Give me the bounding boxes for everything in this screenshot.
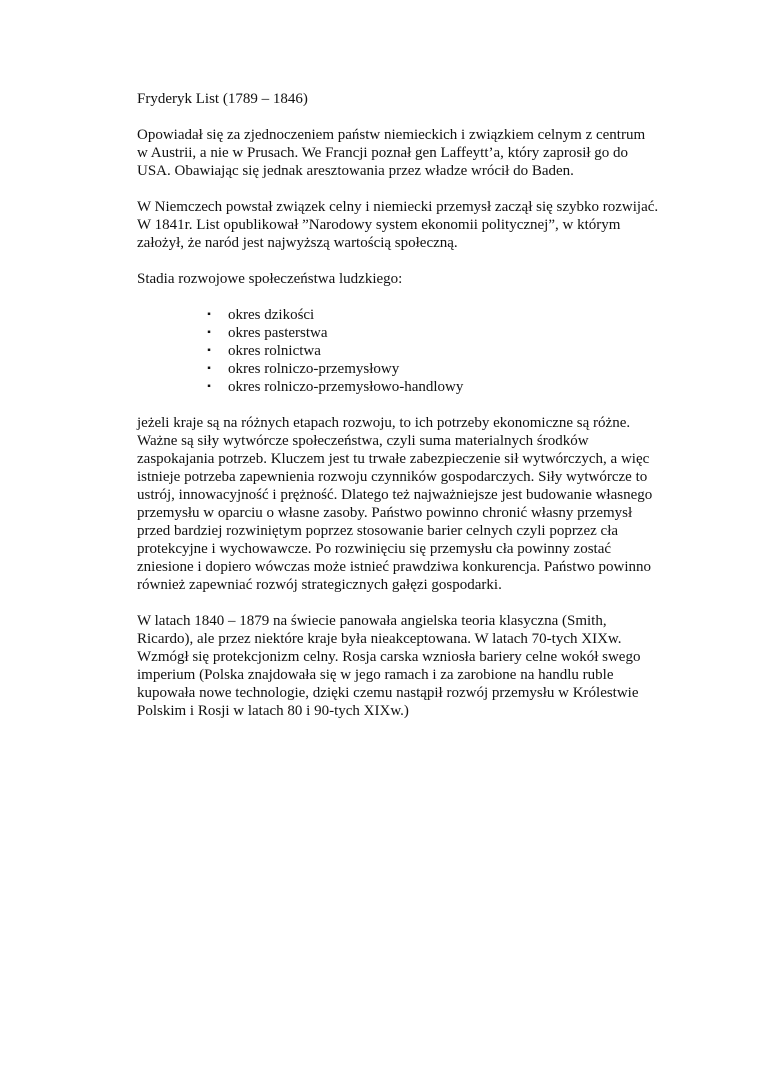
list-item (204, 306, 682, 324)
paragraph-3-line: jeżeli kraje są na różnych etapach rozwoju, to ich potrzeby ekonomiczne są różne. (137, 415, 631, 431)
square-bullet-icon: ▪ (207, 345, 211, 356)
paragraph-2-line: W Niemczech powstał związek celny i niemiecki przemysł zaczął się szybko rozwijać. (137, 199, 659, 215)
paragraph-1-line: w Austrii, a nie w Prusach. We Francji poznał gen Laffeytt’a, który zaprosił go do (137, 145, 629, 161)
paragraph-3-line: Ważne są siły wytwórcze społeczeństwa, czyli suma materialnych środków (137, 433, 589, 449)
square-bullet-icon: ▪ (207, 327, 211, 338)
stages-heading: Stadia rozwojowe społeczeństwa ludzkiego: (137, 271, 403, 287)
list-item (204, 360, 682, 378)
paragraph-3-line: istnieje potrzeba zapewnienia rozwoju czynników gospodarczych. Siły wytwórcze to (137, 469, 648, 485)
paragraph-2-line: założył, że naród jest najwyższą wartością społeczną. (137, 235, 458, 251)
list-item (204, 342, 682, 360)
list-item (204, 324, 682, 342)
paragraph-3-line: protekcyjne i wychowawcze. Po rozwinięciu się przemysłu cła powinny zostać (137, 541, 612, 557)
paragraph-2 (137, 198, 682, 252)
square-bullet-icon: ▪ (207, 309, 211, 320)
paragraph-4-line: Ricardo), ale przez niektóre kraje była nieakceptowana. W latach 70-tych XIXw. (137, 631, 622, 647)
paragraph-1 (137, 126, 682, 180)
document-title: Fryderyk List (1789 – 1846) (137, 91, 308, 107)
paragraph-4 (137, 612, 682, 720)
paragraph-3 (137, 414, 682, 594)
paragraph-2-line: W 1841r. List opublikował ”Narodowy system ekonomii politycznej”, w którym (137, 217, 621, 233)
list-item (204, 378, 682, 396)
square-bullet-icon: ▪ (207, 363, 211, 374)
paragraph-4-line: imperium (Polska znajdowała się w jego ramach i za zarobione na handlu ruble (137, 667, 614, 683)
list-item-label: okres rolniczo-przemysłowy (228, 361, 400, 377)
paragraph-3-line: ustrój, innowacyjność i prężność. Dlatego też najważniejsze jest budowanie własnego (137, 487, 653, 503)
paragraph-4-line: kupowała nowe technologie, dzięki czemu nastąpił rozwój przemysłu w Królestwie (137, 685, 639, 701)
paragraph-1-line: Opowiadał się za zjednoczeniem państw niemieckich i związkiem celnym z centrum (137, 127, 646, 143)
document-body (137, 90, 682, 738)
list-item-label: okres rolniczo-przemysłowo-handlowy (228, 379, 464, 395)
paragraph-1-line: USA. Obawiając się jednak aresztowania przez władze wrócił do Baden. (137, 163, 574, 179)
paragraph-4-line: W latach 1840 – 1879 na świecie panowała angielska teoria klasyczna (Smith, (137, 613, 607, 629)
paragraph-3-line: również zapewniać rozwój strategicznych gałęzi gospodarki. (137, 577, 502, 593)
list-item-label: okres pasterstwa (228, 325, 328, 341)
list-item-label: okres rolnictwa (228, 343, 321, 359)
square-bullet-icon: ▪ (207, 381, 211, 392)
paragraph-4-line: Polskim i Rosji w latach 80 i 90-tych XIXw.) (137, 703, 409, 719)
paragraph-3-line: zaspokajania potrzeb. Kluczem jest tu trwałe zabezpieczenie sił wytwórczych, a więc (137, 451, 650, 467)
stages-list (137, 306, 682, 396)
paragraph-3-line: przed bardziej rozwiniętym poprzez stosowanie barier celnych czyli poprzez cła (137, 523, 619, 539)
paragraph-4-line: Wzmógł się protekcjonizm celny. Rosja carska wzniosła bariery celne wokół swego (137, 649, 641, 665)
list-item-label: okres dzikości (228, 307, 315, 323)
paragraph-3-line: zniesione i dopiero wówczas może istnieć prawdziwa konkurencja. Państwo powinno (137, 559, 652, 575)
paragraph-3-line: przemysłu w oparciu o własne zasoby. Państwo powinno chronić własny przemysł (137, 505, 633, 521)
